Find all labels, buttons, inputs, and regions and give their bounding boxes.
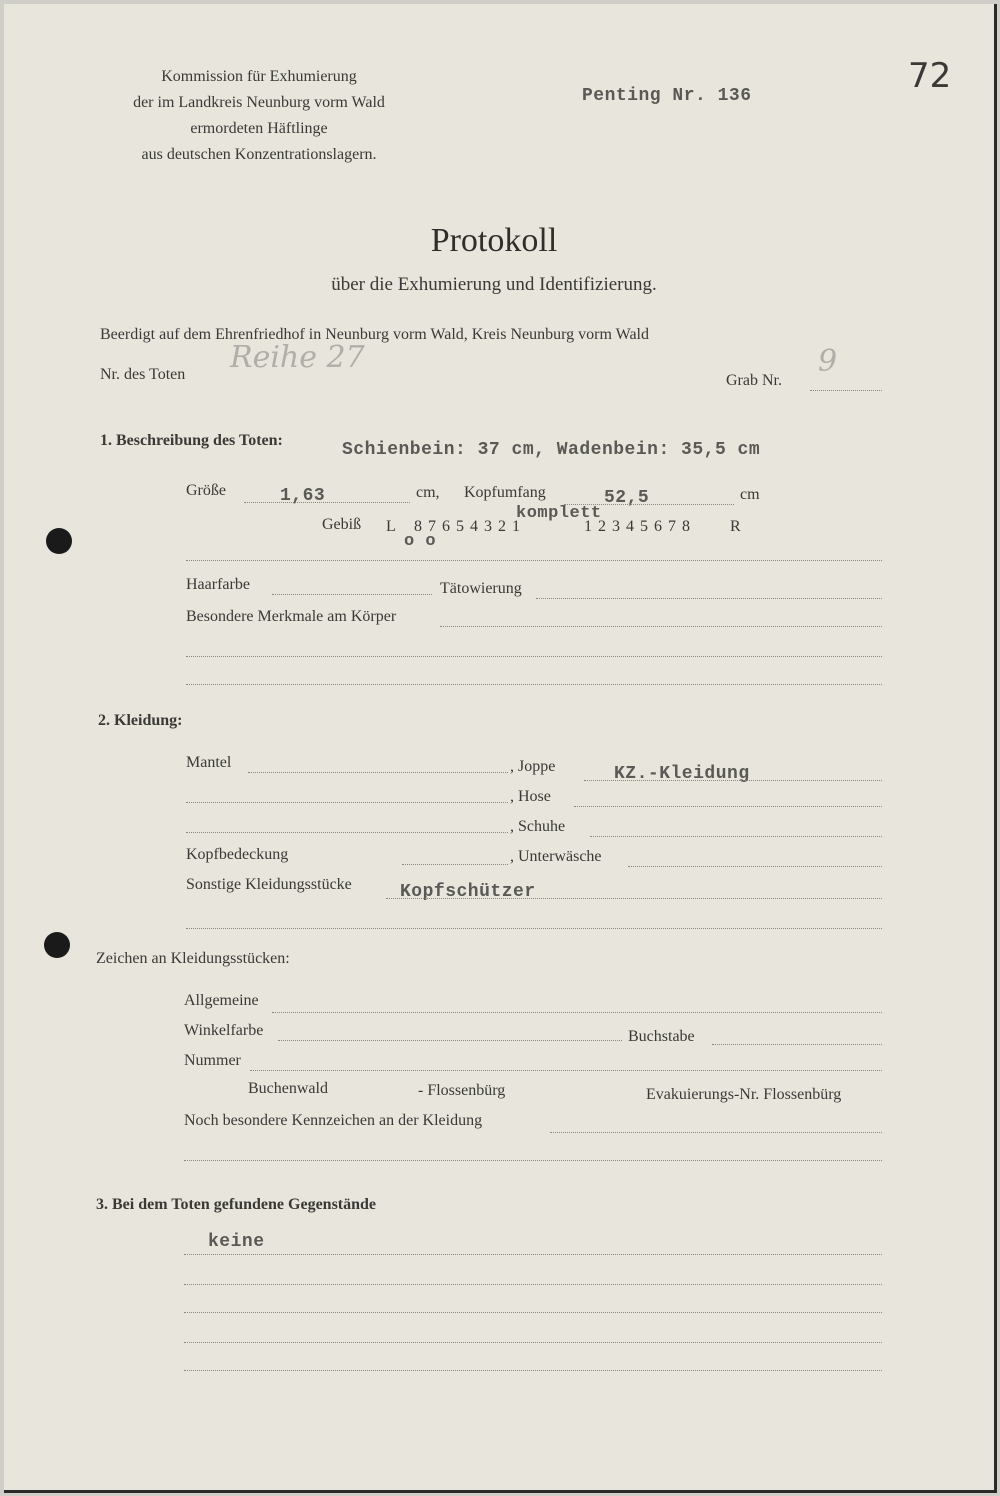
commission-block bbox=[94, 64, 424, 168]
haarfarbe-label: Haarfarbe bbox=[186, 576, 250, 593]
nummer-dotted-line bbox=[250, 1070, 882, 1071]
merkmale-label: Besondere Merkmale am Körper bbox=[186, 608, 397, 625]
noch-dotted-line bbox=[550, 1132, 882, 1133]
noch-dotted-line-2 bbox=[184, 1160, 882, 1161]
allgemeine-dotted-line bbox=[272, 1012, 882, 1013]
kopfumfang-label: Kopfumfang bbox=[464, 484, 546, 501]
schuhe-label: , Schuhe bbox=[510, 818, 566, 835]
groesse-label: Größe bbox=[186, 482, 226, 499]
buchstabe-dotted-line bbox=[712, 1044, 882, 1045]
joppe-label: , Joppe bbox=[510, 758, 556, 775]
gebiss-L: L bbox=[386, 518, 396, 535]
kopfumfang-value: 52,5 bbox=[604, 488, 650, 508]
grave-number-handwritten: 9 bbox=[818, 344, 838, 379]
zeichen-label: Zeichen an Kleidungsstücken: bbox=[96, 950, 290, 967]
winkelfarbe-dotted-line bbox=[278, 1040, 622, 1041]
clothing-dotted-line-2 bbox=[186, 802, 508, 803]
dead-number-label: Nr. des Toten bbox=[100, 366, 186, 383]
allgemeine-label: Allgemeine bbox=[184, 992, 259, 1009]
mantel-label: Mantel bbox=[186, 754, 232, 771]
section3-dotted-line-3 bbox=[184, 1312, 882, 1313]
clothing-dotted-line-3 bbox=[186, 832, 508, 833]
page-number: 72 bbox=[908, 56, 952, 96]
sonstige-value: Kopfschützer bbox=[400, 882, 536, 902]
gebiss-dotted-line bbox=[186, 560, 882, 561]
gebiss-right-teeth: 1 2 3 4 5 6 7 8 bbox=[584, 518, 691, 535]
commission-line-4: aus deutschen Konzentrationslagern. bbox=[141, 146, 377, 163]
haarfarbe-dotted-line bbox=[272, 594, 432, 595]
noch-label: Noch besondere Kennzeichen an der Kleidung bbox=[184, 1112, 483, 1129]
buchstabe-label: Buchstabe bbox=[628, 1028, 695, 1045]
cm-label-1: cm, bbox=[416, 484, 440, 501]
commission-line-2: der im Landkreis Neunburg vorm Wald bbox=[133, 94, 385, 111]
page-title: Protokoll bbox=[430, 222, 558, 259]
section1-typed: Schienbein: 37 cm, Wadenbein: 35,5 cm bbox=[342, 440, 761, 460]
cm-label-2: cm bbox=[740, 486, 760, 503]
gebiss-R: R bbox=[730, 518, 741, 535]
dead-number-handwritten: Reihe 27 bbox=[230, 340, 365, 375]
taetowierung-label: Tätowierung bbox=[440, 580, 522, 597]
joppe-value: KZ.-Kleidung bbox=[614, 764, 750, 784]
clothing-dotted-line-final bbox=[186, 928, 882, 929]
gebiss-label: Gebiß bbox=[322, 516, 362, 533]
sonstige-dotted-line bbox=[386, 898, 882, 899]
gebiss-marks: o o bbox=[404, 532, 437, 551]
kopfbedeckung-dotted-line bbox=[402, 864, 508, 865]
commission-line-3: ermordeten Häftlinge bbox=[190, 120, 328, 137]
taetowierung-dotted-line bbox=[536, 598, 882, 599]
burial-line: Beerdigt auf dem Ehrenfriedhof in Neunburg vorm Wald, Kreis Neunburg vorm Wald bbox=[100, 326, 649, 343]
section3-dotted-line-5 bbox=[184, 1370, 882, 1371]
page-subtitle: über die Exhumierung und Identifizierung. bbox=[331, 274, 657, 295]
groesse-value: 1,63 bbox=[280, 486, 326, 506]
flossenbuerg-label: - Flossenbürg bbox=[418, 1082, 506, 1099]
evakuierung-label: Evakuierungs-Nr. Flossenbürg bbox=[646, 1086, 842, 1103]
mantel-dotted-line bbox=[248, 772, 508, 773]
schuhe-dotted-line bbox=[590, 836, 882, 837]
sonstige-label: Sonstige Kleidungsstücke bbox=[186, 876, 352, 893]
section3-value: keine bbox=[208, 1232, 265, 1252]
joppe-dotted-line bbox=[584, 780, 882, 781]
reference-number: Penting Nr. 136 bbox=[582, 86, 752, 106]
merkmale-dotted-line-3 bbox=[186, 684, 882, 685]
grave-label: Grab Nr. bbox=[726, 372, 782, 389]
section3-dotted-line-4 bbox=[184, 1342, 882, 1343]
gebiss-typed: komplett bbox=[516, 504, 602, 523]
section3-label: 3. Bei dem Toten gefundene Gegenstände bbox=[96, 1196, 377, 1213]
merkmale-dotted-line-2 bbox=[186, 656, 882, 657]
section2-label: 2. Kleidung: bbox=[98, 712, 183, 729]
section3-dotted-line-1 bbox=[184, 1254, 882, 1255]
punch-hole-top bbox=[46, 528, 72, 554]
kopfbedeckung-label: Kopfbedeckung bbox=[186, 846, 289, 863]
document-page bbox=[4, 4, 997, 1493]
winkelfarbe-label: Winkelfarbe bbox=[184, 1022, 264, 1039]
unterwaesche-dotted-line bbox=[628, 866, 882, 867]
merkmale-dotted-line-1 bbox=[440, 626, 882, 627]
hose-dotted-line bbox=[574, 806, 882, 807]
hose-label: , Hose bbox=[510, 788, 551, 805]
buchenwald-label: Buchenwald bbox=[248, 1080, 328, 1097]
commission-line-1: Kommission für Exhumierung bbox=[161, 68, 357, 85]
unterwaesche-label: , Unterwäsche bbox=[510, 848, 602, 865]
punch-hole-bottom bbox=[44, 932, 70, 958]
section1-label: 1. Beschreibung des Toten: bbox=[100, 432, 283, 449]
grave-dotted-line bbox=[810, 390, 882, 391]
groesse-dotted-line bbox=[244, 502, 410, 503]
gebiss-left-teeth: 8 7 6 5 4 3 2 1 bbox=[414, 518, 521, 535]
section3-dotted-line-2 bbox=[184, 1284, 882, 1285]
nummer-label: Nummer bbox=[184, 1052, 241, 1069]
